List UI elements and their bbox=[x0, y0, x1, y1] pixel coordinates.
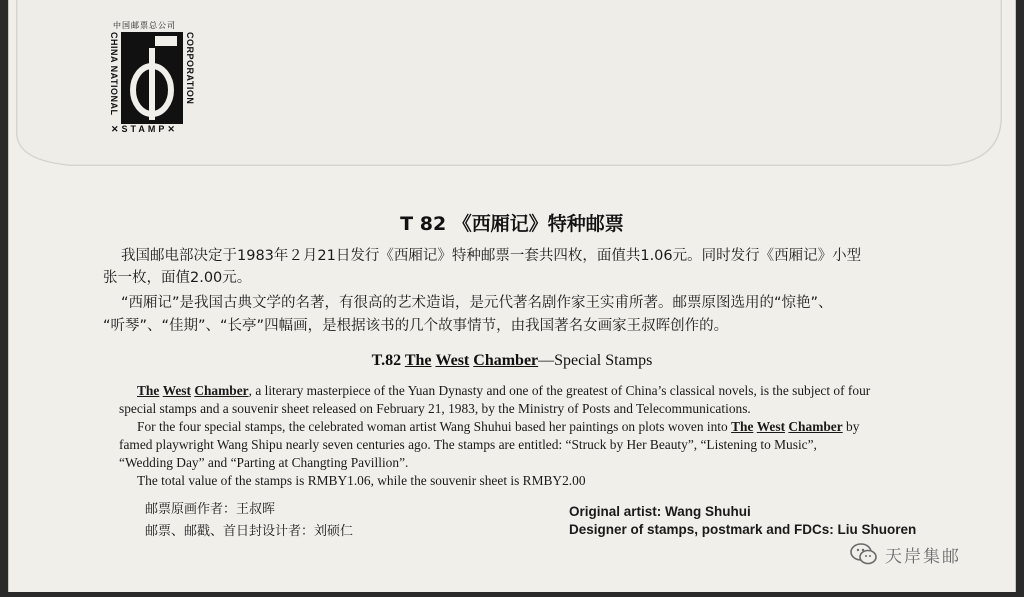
envelope-back bbox=[8, 0, 1016, 592]
chinese-paragraph-2-line-1: “西厢记”是我国古典文学的名著，有很高的艺术造诣，是元代著名剧作家王实甫所著。邮票原图选用的“惊艳”、 bbox=[121, 295, 833, 311]
watermark-text: 天岸集邮 bbox=[885, 546, 961, 567]
english-paragraph-2-line-1: For the four special stamps, the celebrated woman artist Wang Shuhui based her paintings on plots woven into The West Chamber by bbox=[137, 419, 860, 434]
english-paragraph-2-line-2: famed playwright Wang Shipu nearly seven centuries ago. The stamps are entitled: “Struck by Her Beauty”, “Listening to Music”, bbox=[119, 437, 817, 452]
chinese-title: T 82 《西厢记》特种邮票 bbox=[400, 213, 624, 235]
logo-chinese-text: 中国邮票总公司 bbox=[113, 21, 176, 30]
wechat-icon bbox=[849, 541, 879, 567]
chinese-paragraph-1-line-1: 我国邮电部决定于1983年２月21日发行《西厢记》特种邮票一套共四枚，面值共1.06元。同时发行《西厢记》小型 bbox=[121, 248, 862, 264]
logo-right-text: CORPORATION bbox=[185, 32, 195, 105]
china-stamp-logo bbox=[107, 20, 203, 138]
english-paragraph-2-line-3: “Wedding Day” and “Parting at Changting Pavillion”. bbox=[119, 455, 409, 470]
english-title: T.82 The West Chamber—Special Stamps bbox=[371, 352, 653, 369]
english-paragraph-1-line-2: special stamps and a souvenir sheet released on February 21, 1983, by the Ministry of Posts and Telecommunications. bbox=[119, 401, 751, 416]
credit-designer-chinese: 邮票、邮戳、首日封设计者：刘硕仁 bbox=[145, 524, 354, 539]
chinese-paragraph-2-line-2: “听琴”、“佳期”、“长亭”四幅画，是根据该书的几个故事情节，由我国著名女画家王叔晖创作的。 bbox=[103, 318, 729, 334]
credit-artist-chinese: 邮票原画作者：王叔晖 bbox=[145, 502, 276, 517]
logo-bottom-text: ✕STAMP✕ bbox=[111, 124, 178, 134]
chinese-paragraph-1-line-2: 张一枚，面值2.00元。 bbox=[103, 270, 252, 286]
english-paragraph-3: The total value of the stamps is RMBY1.06, while the souvenir sheet is RMBY2.00 bbox=[137, 473, 586, 488]
logo-left-text: CHINA NATIONAL bbox=[109, 32, 119, 116]
logo-symbol-icon bbox=[121, 32, 183, 124]
credit-artist-english: Original artist: Wang Shuhui bbox=[569, 504, 751, 519]
credit-designer-english: Designer of stamps, postmark and FDCs: Liu Shuoren bbox=[569, 522, 917, 537]
watermark bbox=[849, 540, 961, 568]
english-paragraph-1-line-1: The West Chamber, a literary masterpiece of the Yuan Dynasty and one of the greatest of China’s classical novels, is the subject of four bbox=[137, 383, 871, 398]
